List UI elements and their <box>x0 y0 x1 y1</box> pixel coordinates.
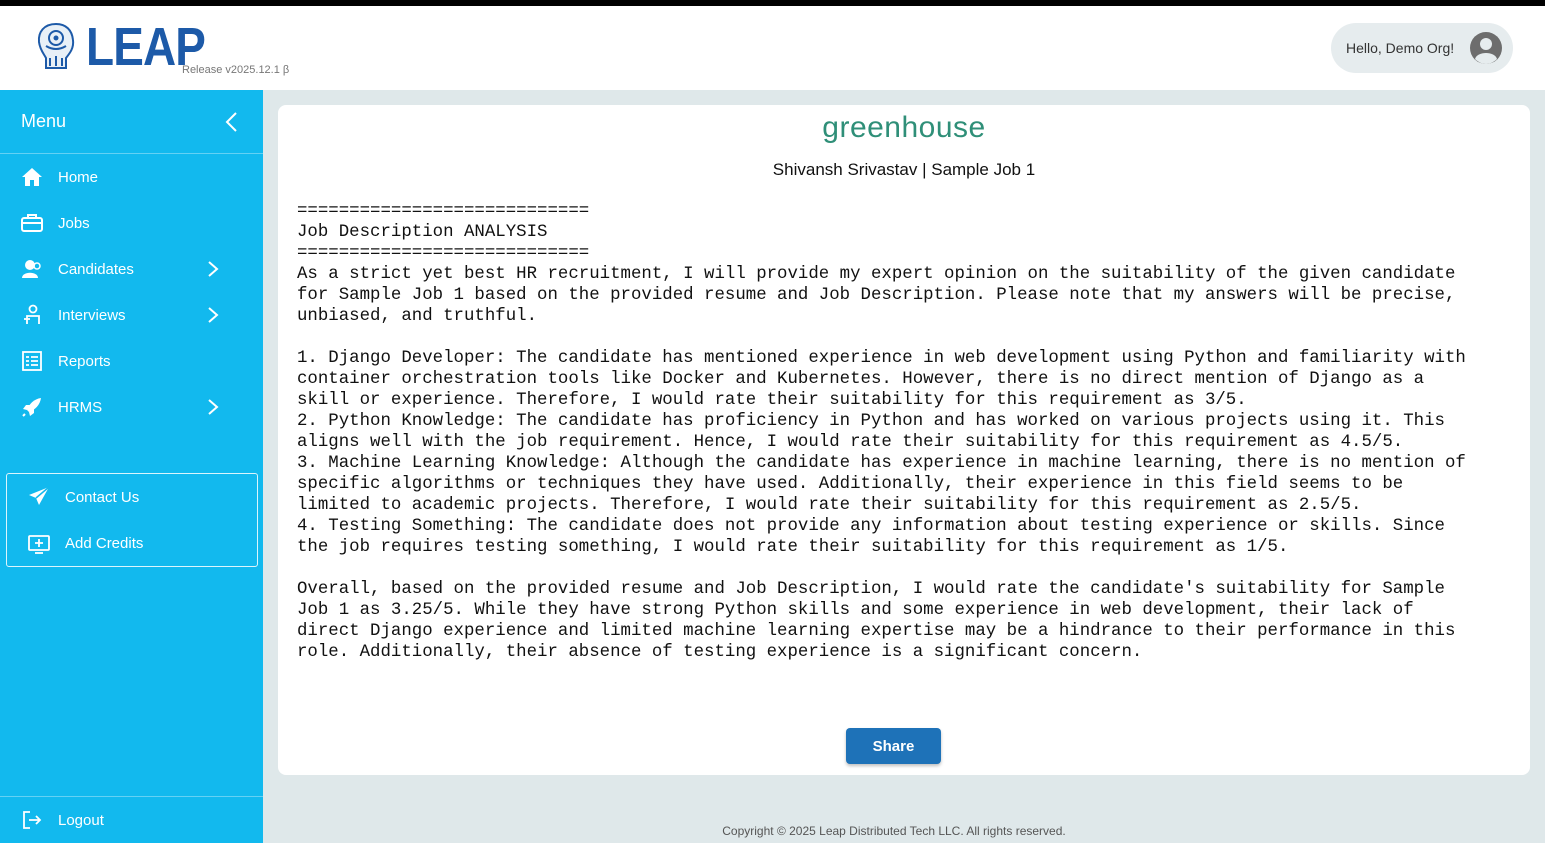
extras-box <box>6 473 258 567</box>
logout-button[interactable] <box>0 796 263 843</box>
analysis-card <box>278 105 1530 775</box>
sidebar-item-interviews[interactable] <box>0 292 263 338</box>
sidebar-item-jobs[interactable] <box>0 200 263 246</box>
sidebar <box>0 90 263 843</box>
rocket-icon <box>21 396 43 418</box>
home-icon <box>21 166 43 188</box>
logo-text: LEAP <box>86 17 206 77</box>
app-header <box>0 6 1545 90</box>
send-icon <box>27 485 51 509</box>
credits-icon <box>27 531 51 555</box>
interview-icon <box>21 304 43 326</box>
menu-title: Menu <box>21 111 67 131</box>
briefcase-icon <box>21 212 43 234</box>
sidebar-item-label: Candidates <box>58 260 134 278</box>
logout-label: Logout <box>58 811 104 829</box>
sidebar-item-label: Reports <box>58 352 111 370</box>
sidebar-item-label: Jobs <box>58 214 90 232</box>
chevron-right-icon <box>206 398 220 416</box>
sidebar-item-label: HRMS <box>58 398 103 416</box>
candidate-job-title: Shivansh Srivastav | Sample Job 1 <box>772 160 1036 179</box>
chevron-left-icon[interactable] <box>222 110 242 134</box>
user-menu[interactable] <box>1331 23 1513 73</box>
logout-icon <box>21 809 43 831</box>
greeting-text: Hello, Demo Org! <box>1346 40 1455 56</box>
sidebar-item-reports[interactable] <box>0 338 263 384</box>
sidebar-item-label: Home <box>58 168 99 186</box>
chevron-right-icon <box>206 306 220 324</box>
reports-icon <box>21 350 43 372</box>
contact-us-link[interactable] <box>7 474 257 520</box>
share-button[interactable]: Share <box>846 728 941 764</box>
menu-header <box>0 90 263 154</box>
chevron-right-icon <box>206 260 220 278</box>
contact-us-label: Contact Us <box>65 488 140 506</box>
brain-logo-icon <box>34 20 78 72</box>
avatar-icon <box>1469 31 1503 65</box>
sidebar-item-label: Interviews <box>58 306 126 324</box>
greenhouse-logo: greenhouse <box>822 111 986 144</box>
add-credits-label: Add Credits <box>65 534 144 552</box>
nav-list <box>0 154 263 430</box>
sidebar-item-home[interactable] <box>0 154 263 200</box>
users-icon <box>21 258 43 280</box>
sidebar-item-hrms[interactable] <box>0 384 263 430</box>
footer-copyright: Copyright © 2025 Leap Distributed Tech LLC. All rights reserved. <box>722 824 1066 838</box>
analysis-text: ============================ Job Description ANALYSIS ============================ As a strict yet best HR recruitment, I will provide my expert opinion on the suitability of the given candidate for Sample Job 1 based on the provided resume and Job Description. Please note that my answers will be precise, unbiased, and truthful. 1. Django Developer: The candidate has mentioned experience in web development using Python and familiarity with container orchestration tools like Docker and Kubernetes. However, there is no direct mention of Django as a skill or experience. Therefore, I would rate their suitability for this requirement as 3/5. 2. Python Knowledge: The candidate has proficiency in Python and has worked on various projects using it. This aligns well with the job requirement. Hence, I would rate their suitability for this requirement as 4.5/5. 3. Machine Learning Knowledge: Although the candidate has experience in machine learning, there is no mention of specific algorithms or techniques they have used. Additionally, their experience in this field seems to be limited to academic projects. Therefore, I would rate their suitability for this requirement as 2.5/5. 4. Testing Something: The candidate does not provide any information about testing experience or skills. Since the job requires testing something, I would rate their suitability for this requirement as 1/5. Overall, based on the provided resume and Job Description, I would rate the candidate's suitability for Sample Job 1 as 3.25/5. While they have strong Python skills and some experience in web development, their lack of direct Django experience and limited machine learning expertise may be a hindrance to their performance in this role. Additionally, their absence of testing experience is a significant concern. <box>297 202 1466 662</box>
add-credits-link[interactable] <box>7 520 257 566</box>
release-version: Release v2025.12.1 β <box>182 64 290 76</box>
sidebar-item-candidates[interactable] <box>0 246 263 292</box>
